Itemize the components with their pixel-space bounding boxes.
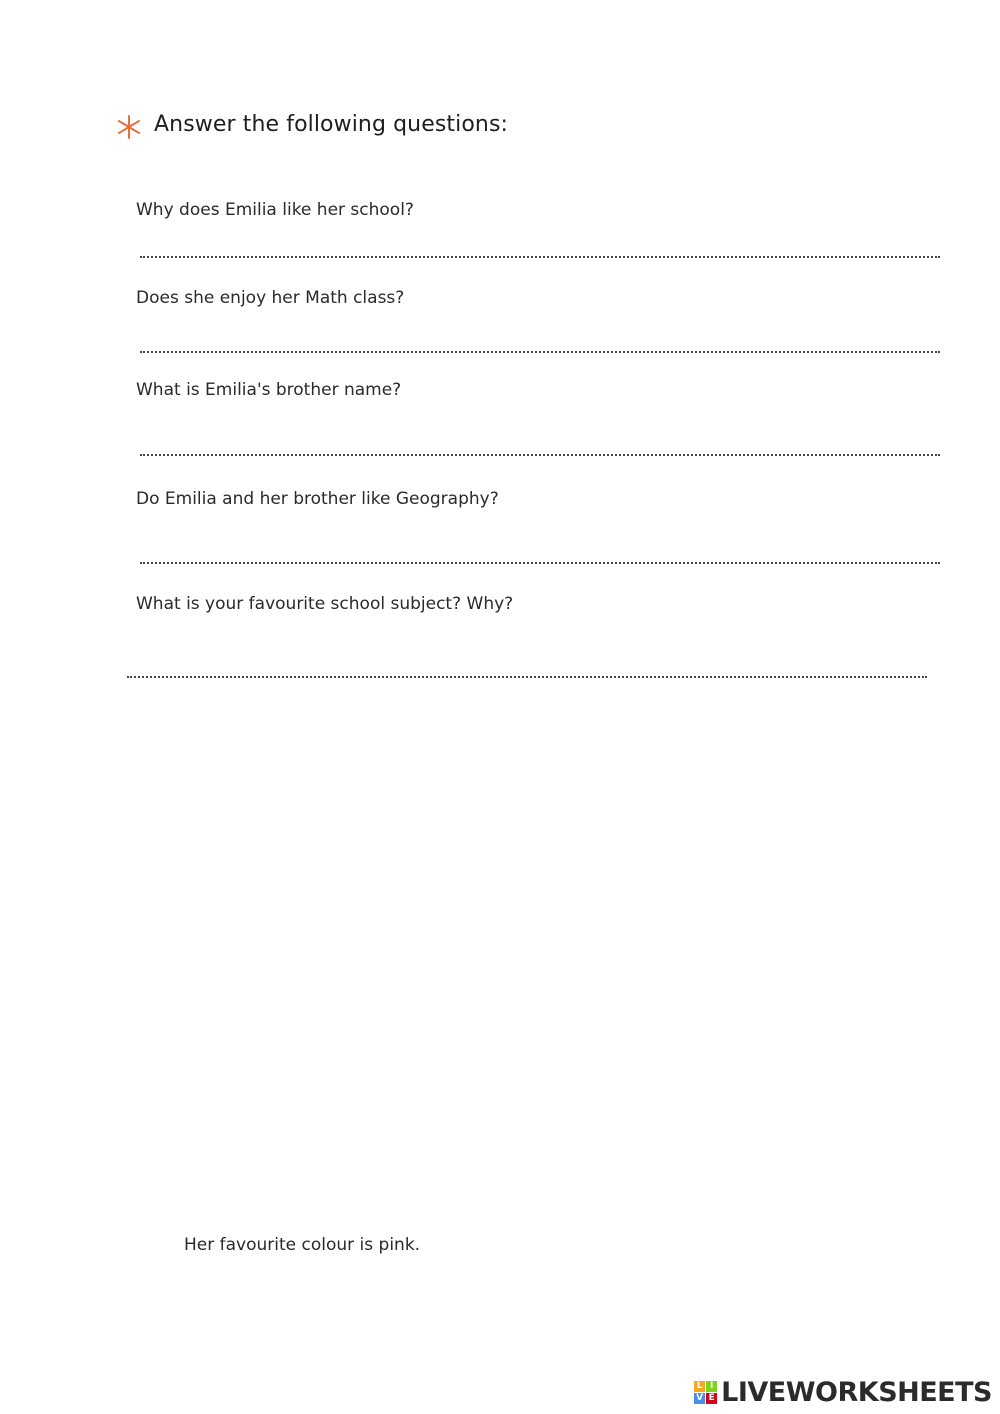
question-4: Do Emilia and her brother like Geography? [136,489,499,509]
brand-text: LIVEWORKSHEETS [721,1377,992,1408]
footnote-text: Her favourite colour is pink. [184,1235,421,1255]
heading-text: Answer the following questions: [154,111,509,137]
answer-line-2[interactable] [140,351,940,353]
question-2: Does she enjoy her Math class? [136,288,405,308]
answer-line-1[interactable] [140,256,940,258]
answer-line-5[interactable] [127,676,927,678]
question-5: What is your favourite school subject? Why? [136,594,514,614]
brand-logo-letter: V [694,1393,705,1404]
answer-line-4[interactable] [140,562,940,564]
section-heading [116,108,508,140]
asterisk-icon [116,114,142,140]
answer-line-3[interactable] [140,454,940,456]
question-1: Why does Emilia like her school? [136,200,414,220]
liveworksheets-brand [694,1377,992,1408]
brand-logo-letter: L [694,1381,705,1392]
brand-logo-letter: I [706,1381,717,1392]
brand-logo [694,1381,717,1404]
brand-logo-letter: E [706,1393,717,1404]
question-3: What is Emilia's brother name? [136,380,402,400]
